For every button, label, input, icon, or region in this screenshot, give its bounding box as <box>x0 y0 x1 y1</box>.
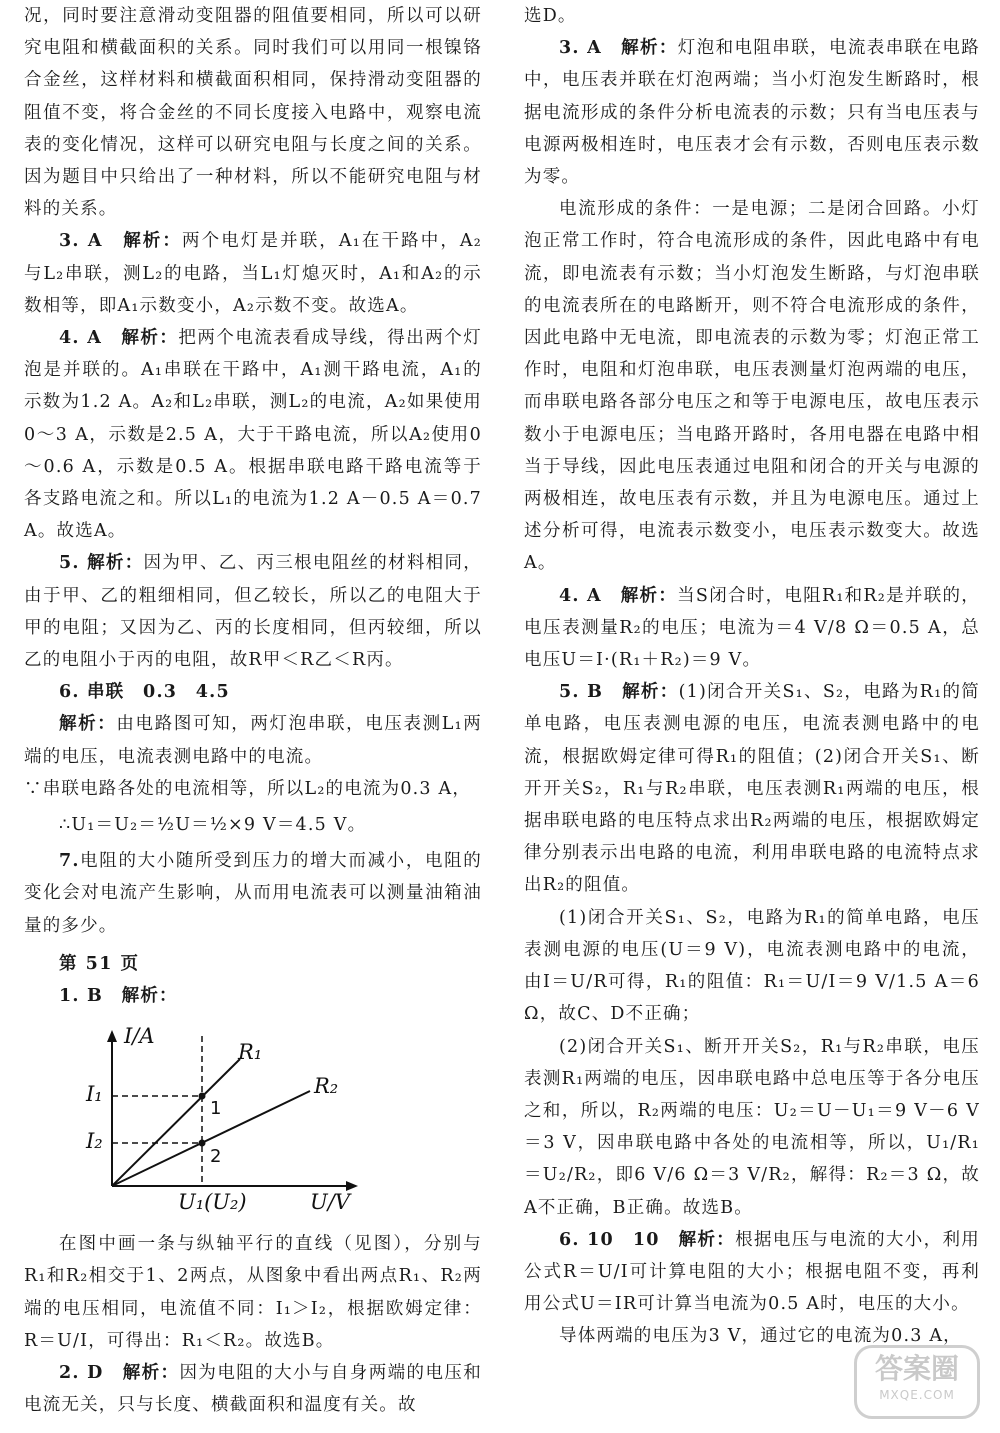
answer-4 <box>24 322 482 547</box>
answer-number: 4. A <box>59 328 103 349</box>
answer-text: 灯泡和电阻串联，电流表串联在电路中，电压表并联在灯泡两端；当小灯泡发生断路时，根据电流形成的条件分析电流表的示数；只有当电压表与电源两极相连时，电压表才会有示数，否则电压表示数为零。 <box>524 38 981 188</box>
point-2 <box>199 1140 206 1147</box>
point-1 <box>199 1093 206 1100</box>
answer-7 <box>24 845 482 942</box>
r2-label: R₂ <box>314 1074 339 1099</box>
answer-5-part-2: (2)闭合开关S₁、断开开关S₂，R₁与R₂串联，电压表测R₁两端的电压，因串联电路中总电压等于各分电压之和，所以，R₂两端的电压：U₂＝U－U₁＝9 V－6 V＝3 V，因串联电路中各处的电流相等，所以，U₁/R₁＝U₂/R₂，即6 V/6 Ω＝3 V/R₂，解得：R₂＝3 Ω，故A不正确，B正确。故选B。 <box>524 1036 980 1218</box>
y-axis-label: I/A <box>124 1024 155 1049</box>
continuation-paragraph: 况，同时要注意滑动变阻器的阻值要相同，所以可以研究电阻和横截面积的关系。同时我们可以用同一根镍铬合金丝，这样材料和横截面积相同，保持滑动变阻器的阻值不变，将合金丝的不同长度接入电路中，观察电流表的变化情况，这样可以研究电阻与长度之间的关系。因为题目中只给出了一种材料，所以不能研究电阻与材料的关系。 <box>24 6 482 220</box>
x-axis-label: U/V <box>310 1190 350 1215</box>
analysis-label: 解析： <box>122 1362 180 1383</box>
analysis-label: 解析： <box>621 38 678 59</box>
answer-text: 两个电灯是并联，A₁在干路中，A₂与L₂串联，测L₂的电路，当L₁灯熄灭时，A₁和A₂的示数相等，即A₁示数变小，A₂示数不变。故选A。 <box>24 231 482 316</box>
analysis-label: 5. 解析： <box>59 553 144 574</box>
iu-graph <box>62 1026 362 1216</box>
watermark-main: 答案圈 <box>874 1352 959 1385</box>
answer-5 <box>524 676 980 901</box>
answer-text: 根据电压与电流的大小，利用公式R＝U/I可计算电阻的大小；根据电阻不变，再利用公式U＝IR可计算当电流为0.5 A时，电压的大小。 <box>524 1229 980 1315</box>
answer-text: 由电路图可知，两灯泡串联，电压表测L₁两端的电压，电流表测电路中的电流。 <box>24 714 482 767</box>
answer-number: 6. 10 10 <box>559 1229 660 1250</box>
answer-number: 2. D <box>59 1362 104 1383</box>
analysis-label: 解析： <box>622 682 679 703</box>
answer-6-because: ∵串联电路各处的电流相等，所以L₂的电流为0.3 A， <box>24 778 472 799</box>
point-2-label: 2 <box>210 1146 222 1168</box>
analysis-label: 解析： <box>678 1229 736 1250</box>
answer-6-detail: 导体两端的电压为3 V，通过它的电流为0.3 A， <box>559 1326 962 1347</box>
point-1-label: 1 <box>210 1098 222 1120</box>
answer-6-therefore: ∴U₁＝U₂＝½U＝½×9 V＝4.5 V。 <box>59 815 367 836</box>
page51-answer-1: 1. B 解析： <box>59 985 178 1006</box>
answer-2 <box>24 1357 482 1421</box>
answer-5 <box>24 547 482 676</box>
answer-5-part-1: (1)闭合开关S₁、S₂，电路为R₁的简单电路，电压表测电源的电压(U＝9 V)，电流表测电路中的电流，由I＝U/R可得，R₁的阻值：R₁＝U/I＝9 V/1.5 A＝6 Ω，故C、D不正确； <box>524 907 980 1025</box>
answer-6: 6. 串联 0.3 4.5 <box>59 682 230 703</box>
watermark-sub: MXQE.COM <box>879 1388 955 1402</box>
u-label: U₁(U₂) <box>178 1190 247 1215</box>
answer-text: 当S闭合时，电阻R₁和R₂是并联的，电压表测量R₂的电压；电流为＝4 V/8 Ω＝0.5 A，总电压U＝I·(R₁＋R₂)＝9 V。 <box>524 585 980 671</box>
answer-3 <box>524 32 980 193</box>
answer-4 <box>524 580 980 677</box>
answer-number: 3. A <box>59 231 103 252</box>
right-column <box>524 0 980 1353</box>
analysis-label: 解析： <box>123 231 183 252</box>
left-column <box>24 0 482 1421</box>
answer-text: 电阻的大小随所受到压力的增大而减小，电阻的变化会对电流产生影响，从而用电流表可以测量油箱油量的多少。 <box>24 851 482 936</box>
answer-text: 把两个电流表看成导线，得出两个灯泡是并联的。A₁串联在干路中，A₁测干路电流，A₁的示数为1.2 A。A₂和L₂串联，测L₂的电流，A₂如果使用0～3 A，示数是2.5 A，大于干路电流，所以A₂使用0～0.6 A，示数是0.5 A。根据串联电路干路电流等于各支路电流之和。所以L₁的电流为1.2 A－0.5 A＝0.7 A。故选A。 <box>24 328 482 542</box>
answer-text: 因为电阻的大小与自身两端的电压和电流无关，只与长度、横截面积和温度有关。故 <box>24 1362 482 1416</box>
answer-1-explanation: 在图中画一条与纵轴平行的直线（见图），分别与R₁和R₂相交于1、2两点，从图象中看出两点R₁、R₂两端的电压相同，电流值不同：I₁＞I₂，根据欧姆定律：R＝U/I，可得出：R₁＜R₂。故选B。 <box>24 1234 482 1351</box>
i1-label: I₁ <box>86 1082 103 1107</box>
analysis-label: 解析： <box>59 714 117 735</box>
answer-text: (1)闭合开关S₁、S₂，电路为R₁的简单电路，电压表测电源的电压，电流表测电路中的电流，根据欧姆定律可得R₁的阻值；(2)闭合开关S₁、断开开关S₂，R₁与R₂串联，电压表测R₁两端的电压，根据串联电路的电压特点求出R₂两端的电压，根据欧姆定律分别表示出电路的电流，利用串联电路的电流特点求出R₂的阻值。 <box>524 682 980 896</box>
answer-6 <box>524 1224 980 1321</box>
i2-label: I₂ <box>86 1129 103 1154</box>
y-axis-arrow <box>107 1030 117 1042</box>
analysis-label: 解析： <box>121 328 179 349</box>
answer-3-detail: 电流形成的条件：一是电源；二是闭合回路。小灯泡正常工作时，符合电流形成的条件，因此电路中有电流，即电流表有示数；当小灯泡发生断路，与灯泡串联的电流表所在的电路断开，则不符合电流形成的条件，因此电路中无电流，即电流表的示数为零；灯泡正常工作时，电阻和灯泡串联，电压表测量灯泡两端的电压，而串联电路各部分电压之和等于电源电压，故电压表示数小于电源电压；当电路开路时，各用电器在电路中相当于导线，因此电压表通过电阻和闭合的开关与电源的两极相连，故电压表有示数，并且为电源电压。通过上述分析可得，电流表示数变小，电压表示数变大。故选A。 <box>524 199 980 574</box>
iu-graph-svg <box>62 1026 362 1216</box>
continuation-text: 选D。 <box>524 6 577 26</box>
answer-number: 4. A <box>559 585 602 606</box>
answer-6-analysis <box>24 708 482 772</box>
answer-number: 5. B <box>559 682 604 703</box>
r1-label: R₁ <box>238 1040 263 1065</box>
analysis-label: 解析： <box>620 585 678 606</box>
answer-number: 7. <box>59 851 80 872</box>
answer-3 <box>24 225 482 322</box>
answer-number: 3. A <box>559 38 602 59</box>
watermark-logo <box>854 1345 980 1419</box>
answer-text: 因为甲、乙、丙三根电阻丝的材料相同，由于甲、乙的粗细相同，但乙较长，所以乙的电阻大于甲的电阻；又因为乙、丙的长度相同，但丙较细，所以乙的电阻小于丙的电阻，故R甲＜R乙＜R丙。 <box>24 553 482 671</box>
page-heading: 第 51 页 <box>59 953 140 974</box>
